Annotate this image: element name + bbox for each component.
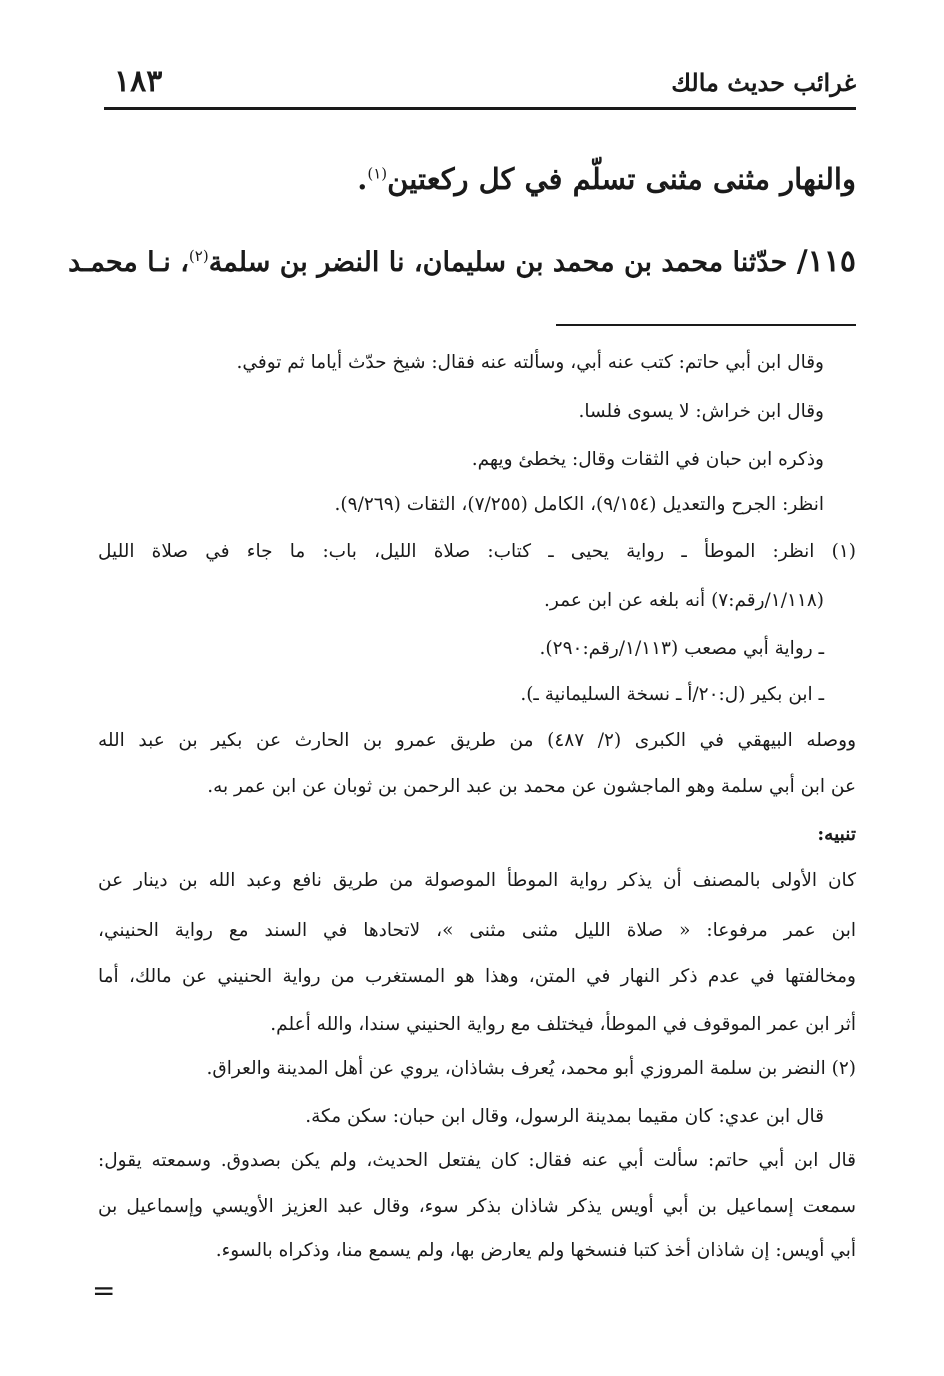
main-text-fragment: والنهار مثنى مثنى تسلّم في كل ركعتين: [387, 162, 856, 196]
footnote-heading: تنبيه:: [817, 824, 856, 845]
main-text-period: .: [357, 162, 368, 196]
footnote-line: (١/١١٨/رقم:٧) أنه بلغه عن ابن عمر.: [544, 590, 824, 611]
book-title: غرائب حديث مالك: [671, 68, 856, 97]
header-rule: [104, 107, 856, 110]
footnote-line: قال ابن أبي حاتم: سألت أبي عنه فقال: كان يفتعل الحديث، ولم يكن بصدوق. وسمعته يقول:: [98, 1150, 856, 1171]
main-text-line-1: [357, 162, 856, 196]
footnote-line: وقال ابن أبي حاتم: كتب عنه أبي، وسألته عنه فقال: شيخ حدّث أياما ثم توفي.: [236, 352, 824, 373]
footnote-line: ـ رواية أبي مصعب (١/١١٣/رقم:٢٩٠).: [539, 638, 824, 659]
continuation-mark: =: [92, 1274, 116, 1307]
page-number: ١٨٣: [114, 64, 163, 99]
footnote-line: وقال ابن خراش: لا يسوى فلسا.: [578, 401, 824, 422]
footnote-line: (١) انظر: الموطأ ـ رواية يحيى ـ كتاب: صلاة الليل، باب: ما جاء في صلاة الليل: [98, 541, 856, 562]
isnad-continuation: ، نـا محمـد: [68, 247, 189, 278]
footnote-line: ومخالفتها في عدم ذكر النهار في المتن، وهذا هو المستغرب من رواية الحنيني عن مالك، أما: [98, 966, 856, 987]
footnote-line: أثر ابن عمر الموقوف في الموطأ، فيختلف مع رواية الحنيني سندا، والله أعلم.: [270, 1014, 856, 1035]
footnote-line: (٢) النضر بن سلمة المروزي أبو محمد، يُعرف بشاذان، يروي عن أهل المدينة والعراق.: [206, 1058, 856, 1079]
footnote-ref-1: (١): [367, 164, 388, 183]
footnote-separator: [556, 324, 856, 326]
footnote-line: ابن عمر مرفوعا: « صلاة الليل مثنى مثنى »، لاتحادها في السند مع رواية الحنيني،: [98, 920, 856, 941]
footnote-line: عن ابن أبي سلمة وهو الماجشون عن محمد بن عبد الرحمن بن ثوبان عن ابن عمر به.: [207, 776, 856, 797]
footnote-line: وذكره ابن حبان في الثقات وقال: يخطئ ويهم.: [471, 449, 824, 470]
main-text-line-2: [68, 244, 856, 279]
footnote-line: انظر: الجرح والتعديل (٩/١٥٤)، الكامل (٧/٢٥٥)، الثقات (٩/٢٦٩).: [334, 494, 824, 515]
footnote-line: قال ابن عدي: كان مقيما بمدينة الرسول، وقال ابن حبان: سكن مكة.: [305, 1106, 824, 1127]
footnote-line: سمعت إسماعيل بن أبي أويس يذكر شاذان بذكر سوء، وقال عبد العزيز الأويسي وإسماعيل بن: [98, 1196, 856, 1217]
narration-word: حدّثنا: [732, 247, 788, 278]
footnote-line: كان الأولى بالمصنف أن يذكر رواية الموطأ الموصولة من طريق نافع وعبد الله بن دينار عن: [98, 870, 856, 891]
footnote-ref-2: (٢): [188, 247, 209, 265]
footnote-line: أبي أويس: إن شاذان أخذ كتبا فنسخها ولم يعارض بها، ولم يسمع منا، وذكراه بالسوء.: [215, 1240, 856, 1261]
footnote-line: ـ ابن بكير (ل:٢٠/أ ـ نسخة السليمانية ـ).: [520, 684, 824, 705]
isnad-text: محمد بن محمد بن سليمان، نا النضر بن سلمة: [208, 247, 724, 278]
hadith-number: ١١٥/: [796, 244, 856, 279]
running-header: [104, 62, 856, 108]
footnote-line: ووصله البيهقي في الكبرى (٢/ ٤٨٧) من طريق عمرو بن الحارث عن بكير بن عبد الله: [98, 730, 856, 751]
